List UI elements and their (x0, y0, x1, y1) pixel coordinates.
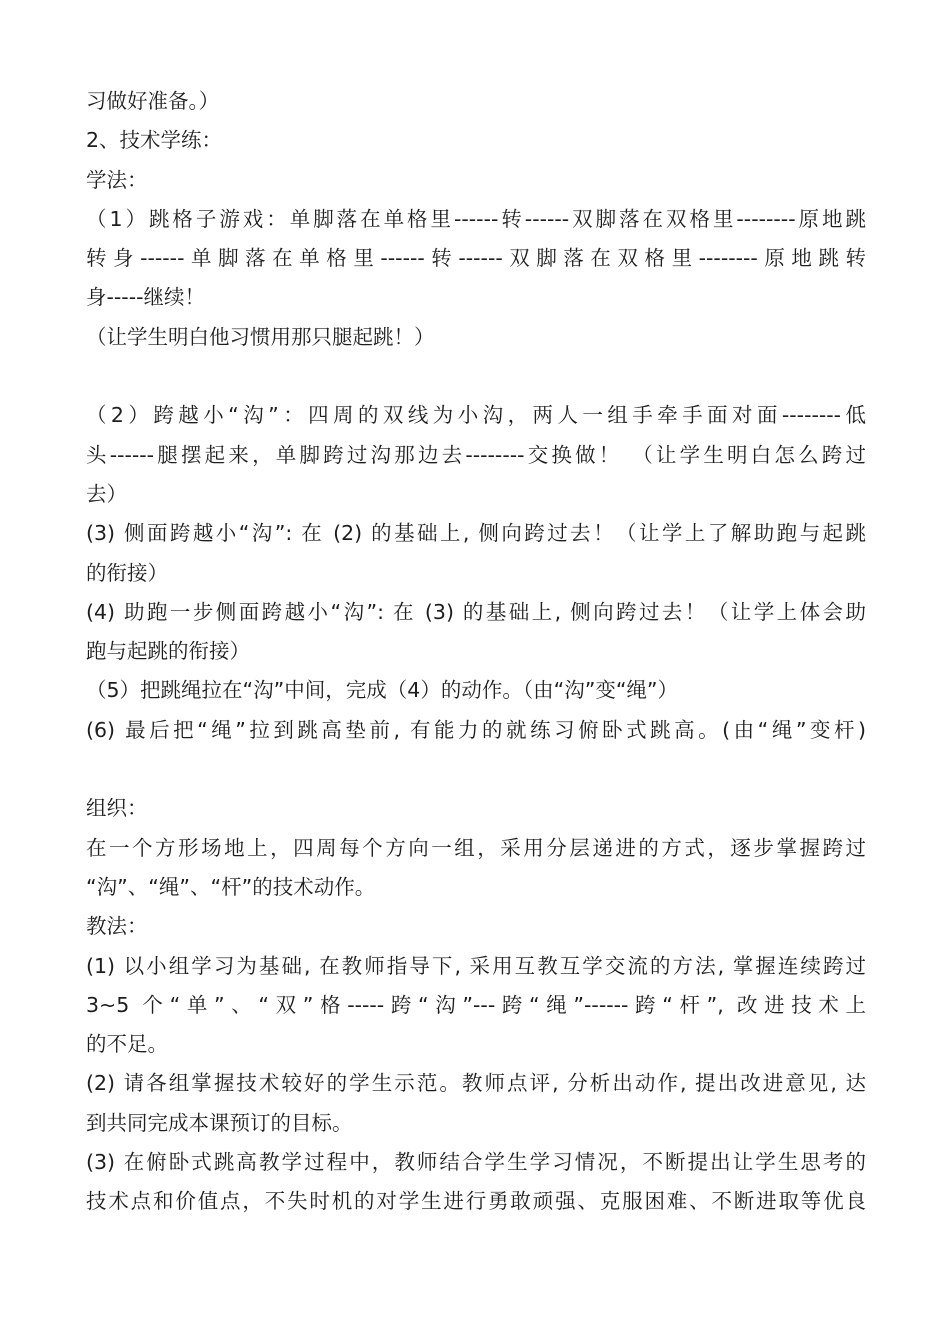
text-line: 技术点和价值点，不失时机的对学生进行勇敢顽强、克服困难、不断进取等优良 (86, 1189, 866, 1214)
text-line: 转身------单脚落在单格里------转------双脚落在双格里--------原地跳转 (86, 246, 866, 271)
subsection-heading: 组织： (86, 796, 148, 821)
text-line: 身-----继续！ (86, 285, 205, 310)
text-line: 3~5 个“单”、“双”格-----跨“沟”---跨“绳”------跨“杆”, 改进技术上 (86, 992, 866, 1017)
text-line: (3) 侧面跨越小“沟”: 在 (2) 的基础上, 侧向跨过去！（让学上了解助跑与起跳 (86, 521, 866, 546)
text-line: 跑与起跳的衔接） (86, 639, 250, 664)
subsection-heading: 学法： (86, 167, 148, 192)
subsection-heading: 教法： (86, 914, 148, 939)
text-line: 头------腿摆起来，单脚跨过沟那边去--------交换做！ （让学生明白怎么跨过 (86, 442, 866, 467)
text-line: 到共同完成本课预订的目标。 (86, 1110, 353, 1135)
text-line: （让学生明白他习惯用那只腿起跳！） (86, 324, 435, 349)
text-line: 的衔接） (86, 560, 168, 585)
text-line: （2）跨越小“沟”：四周的双线为小沟，两人一组手牵手面对面--------低 (86, 403, 866, 428)
text-line: (2) 请各组掌握技术较好的学生示范。教师点评, 分析出动作, 提出改进意见, 达 (86, 1071, 866, 1096)
text-line: 在一个方形场地上，四周每个方向一组，采用分层递进的方式，逐步掌握跨过 (86, 835, 866, 860)
blank-line (86, 357, 866, 396)
text-line: （5）把跳绳拉在“沟”中间，完成（4）的动作。（由“沟”变“绳”） (86, 678, 679, 703)
text-line: (4) 助跑一步侧面跨越小“沟”: 在 (3) 的基础上, 侧向跨过去！（让学上体会助 (86, 599, 866, 624)
blank-line (86, 750, 866, 789)
text-line: （1）跳格子游戏：单脚落在单格里------转------双脚落在双格里--------原地跳 (86, 206, 866, 231)
text-line: (3) 在俯卧式跳高教学过程中，教师结合学生学习情况，不断提出让学生思考的 (86, 1150, 866, 1175)
text-line: (1) 以小组学习为基础, 在教师指导下, 采用互教互学交流的方法, 掌握连续跨过 (86, 953, 866, 978)
text-line: 的不足。 (86, 1032, 168, 1057)
text-line: 习做好准备。） (86, 89, 220, 113)
text-line: “沟”、“绳”、“杆”的技术动作。 (86, 874, 376, 899)
section-heading: 2、技术学练： (86, 128, 223, 153)
document-page (86, 82, 866, 1222)
text-line: (6) 最后把“绳”拉到跳高垫前, 有能力的就练习俯卧式跳高。(由“绳”变杆) (86, 717, 866, 742)
text-line: 去） (86, 481, 127, 506)
